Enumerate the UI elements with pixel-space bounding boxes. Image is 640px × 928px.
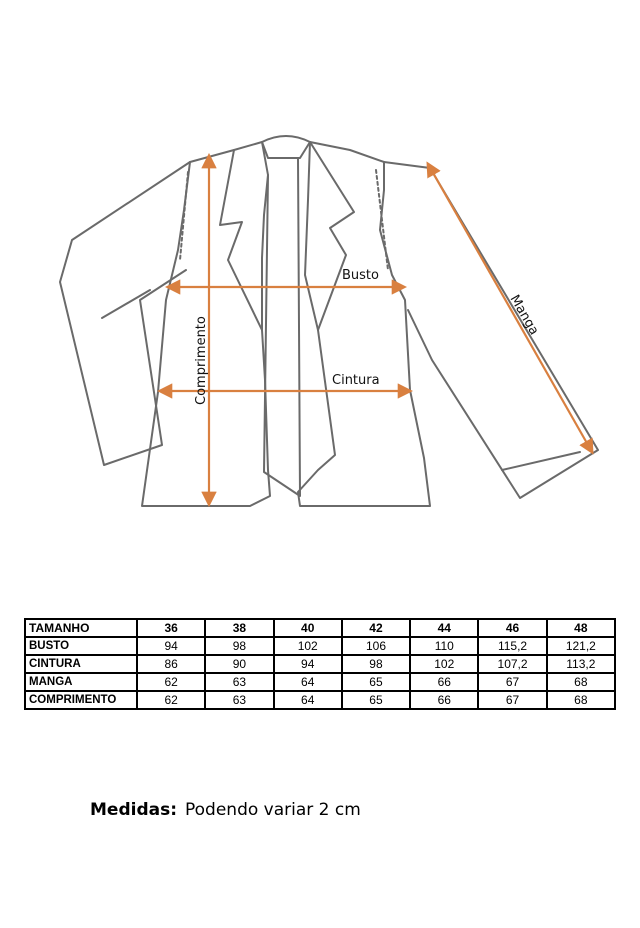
table-cell: 65 [342, 673, 410, 691]
measures-text: Podendo variar 2 cm [185, 800, 361, 820]
row-label: COMPRIMENTO [25, 691, 137, 709]
measures-note [90, 800, 361, 820]
header-cell: 38 [205, 619, 273, 637]
table-cell: 90 [205, 655, 273, 673]
table-cell: 106 [342, 637, 410, 655]
table-cell: 62 [137, 673, 205, 691]
back-collar [262, 136, 310, 158]
header-cell: 42 [342, 619, 410, 637]
right-lapel [310, 142, 354, 330]
table-cell: 102 [410, 655, 478, 673]
table-cell: 63 [205, 673, 273, 691]
measures-label: Medidas: [90, 800, 178, 820]
table-header-row [25, 619, 615, 637]
row-label: BUSTO [25, 637, 137, 655]
cintura-label: Cintura [332, 373, 380, 388]
table-cell: 67 [478, 691, 546, 709]
table-cell: 62 [137, 691, 205, 709]
table-cell: 98 [342, 655, 410, 673]
table-cell: 68 [547, 691, 615, 709]
table-cell: 68 [547, 673, 615, 691]
table-cell: 102 [274, 637, 342, 655]
table-cell: 115,2 [478, 637, 546, 655]
table-cell: 64 [274, 691, 342, 709]
table-cell: 110 [410, 637, 478, 655]
table-cell: 63 [205, 691, 273, 709]
table-row [25, 655, 615, 673]
table-cell: 86 [137, 655, 205, 673]
comprimento-label: Comprimento [194, 316, 209, 405]
header-cell: 44 [410, 619, 478, 637]
table-cell: 107,2 [478, 655, 546, 673]
table-cell: 94 [137, 637, 205, 655]
right-front-panel [298, 142, 430, 506]
table-cell: 66 [410, 691, 478, 709]
header-cell: 40 [274, 619, 342, 637]
row-label: CINTURA [25, 655, 137, 673]
table-cell: 94 [274, 655, 342, 673]
table-cell: 67 [478, 673, 546, 691]
row-label: MANGA [25, 673, 137, 691]
table-row [25, 637, 615, 655]
table-row [25, 673, 615, 691]
right-sleeve [384, 162, 598, 498]
table-cell: 121,2 [547, 637, 615, 655]
table-row [25, 691, 615, 709]
table-cell: 113,2 [547, 655, 615, 673]
busto-label: Busto [342, 268, 379, 283]
manga-arrow [428, 164, 592, 452]
header-cell: TAMANHO [25, 619, 137, 637]
left-sleeve [60, 162, 190, 465]
table-cell: 66 [410, 673, 478, 691]
header-cell: 46 [478, 619, 546, 637]
header-cell: 48 [547, 619, 615, 637]
table-cell: 65 [342, 691, 410, 709]
table-cell: 98 [205, 637, 273, 655]
manga-label: Manga [506, 292, 542, 338]
left-lapel [220, 150, 262, 330]
table-cell: 64 [274, 673, 342, 691]
header-cell: 36 [137, 619, 205, 637]
size-table [24, 618, 616, 710]
